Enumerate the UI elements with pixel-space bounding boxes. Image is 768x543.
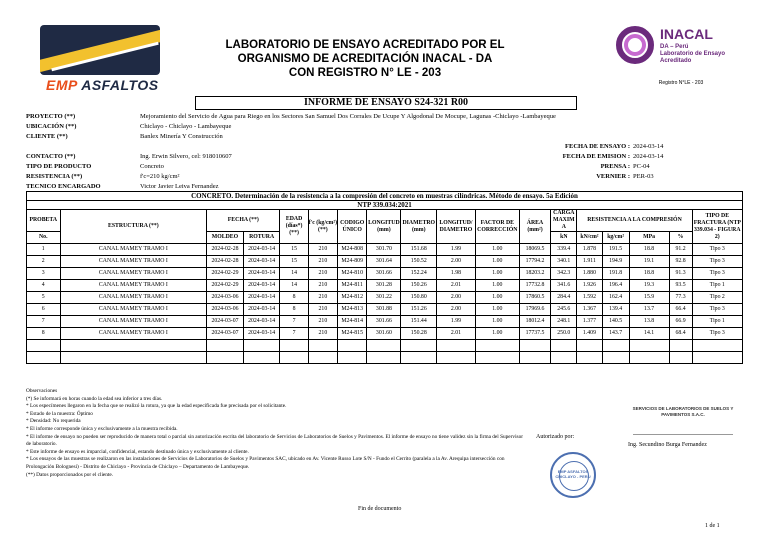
table-cell: 1.592 (577, 292, 602, 304)
table-row (27, 328, 743, 340)
table-cell: 151.44 (401, 316, 437, 328)
table-cell: 2024-03-14 (243, 268, 280, 280)
info-values: Mejoramiento del Servicio de Agua para Riego en los Sectores San Samuel Dos Corrales De Ucupe Y Algodonal De Mocupe, Lagunas -Chiclayo -Lambayeque Chiclayo - Chiclayo - Lambayeque Banlex Minería Y Construcción Ing. Erwin Silvero, cel: 918010607 Concreto f'c=210 kg/cm² Victor Javier Leiva Fernandez (140, 112, 600, 192)
table-cell: 15 (280, 244, 308, 256)
table-cell: 19.3 (629, 280, 669, 292)
table-cell: 77.3 (669, 292, 692, 304)
table-cell: 2024-03-14 (243, 316, 280, 328)
table-cell: 1.00 (475, 244, 519, 256)
table-cell: 91.2 (669, 244, 692, 256)
table-cell: 14 (280, 268, 308, 280)
table-cell: 191.8 (602, 268, 629, 280)
table-cell: 5 (27, 292, 61, 304)
table-cell: M24-810 (338, 268, 367, 280)
observation-line: Observaciones (26, 388, 58, 394)
table-cell: 301.28 (367, 280, 401, 292)
table-cell: Tipo 3 (692, 244, 742, 256)
table-cell: 1.99 (437, 316, 476, 328)
signature-line (633, 434, 733, 435)
inacal-logo: INACAL DA – Perú Laboratorio de Ensayo Acreditado Registro N°LE - 203 (616, 22, 746, 92)
end-of-document: Fin de documento (358, 506, 402, 512)
header-line-2: ORGANISMO DE ACREDITACIÓN INACAL - DA (237, 53, 493, 65)
table-cell: 15 (280, 256, 308, 268)
table-cell: 140.5 (602, 316, 629, 328)
table-cell: 245.6 (551, 304, 577, 316)
table-cell: 8 (280, 292, 308, 304)
info-right-labels: FECHA DE ENSAYO : FECHA DE EMISION : PRENSA : VERNIER : (562, 143, 630, 180)
table-cell: 2024-03-06 (207, 292, 244, 304)
table-cell: 2024-03-14 (243, 328, 280, 340)
table-cell: 1.00 (475, 256, 519, 268)
table-cell: 196.4 (602, 280, 629, 292)
table-row (27, 244, 743, 256)
info-right-values: 2024-03-14 2024-03-14 PC-04 PER-03 (633, 143, 664, 180)
observation-line: * Los especímenes llegaron en la fecha que se realizó la rotura, ya que la edad especificada fue precisada por el solicitante. (26, 403, 287, 410)
table-cell: 2.00 (437, 292, 476, 304)
table-cell: 2024-02-29 (207, 280, 244, 292)
table-cell: 150.28 (401, 328, 437, 340)
authorized-label: Autorizado por: (536, 434, 575, 440)
observation-line: (*) Se informará en horas cuando la edad sea inferior a tres días. (26, 395, 163, 402)
table-cell: 1.00 (475, 268, 519, 280)
table-cell: CANAL MAMEY TRAMO I (60, 328, 207, 340)
table-cell: 8 (27, 328, 61, 340)
table-cell: 1.926 (577, 280, 602, 292)
table-cell: 7 (280, 316, 308, 328)
table-cell: 18.8 (629, 244, 669, 256)
table-cell: 191.5 (602, 244, 629, 256)
table-cell: 2024-03-07 (207, 316, 244, 328)
table-cell: Tipo 2 (692, 292, 742, 304)
table-cell: 4 (27, 280, 61, 292)
table-cell: 151.68 (401, 244, 437, 256)
table-cell: 301.66 (367, 316, 401, 328)
table-cell: 18012.4 (519, 316, 550, 328)
table-cell: 66.4 (669, 304, 692, 316)
table-cell: 13.8 (629, 316, 669, 328)
header-line-3: CON REGISTRO N° LE - 203 (288, 67, 442, 79)
table-cell: M24-812 (338, 292, 367, 304)
table-cell: 1 (27, 244, 61, 256)
table-cell: 17860.5 (519, 292, 550, 304)
table-cell: 2024-03-14 (243, 292, 280, 304)
table-cell: 250.0 (551, 328, 577, 340)
table-cell: 13.7 (629, 304, 669, 316)
table-cell: M24-811 (338, 280, 367, 292)
table-cell: 1.98 (437, 268, 476, 280)
observation-line: * Los ensayos de las muestras se realizaron en las instalaciones de Servicios de Laboratorios de Suelos y Pavimentos SAC, ubicado en Av. Vicente Russo Lote S/N - Fundo el Cerrito (paralela a la Av. Arequipa intersección con Prolongación Bolognesi) - Distrito de Chiclayo - Provincia de Chiclayo – Departamento de Lambayeque. (26, 456, 505, 470)
table-cell: 15.9 (629, 292, 669, 304)
table-cell: 1.911 (577, 256, 602, 268)
table-cell: 210 (308, 268, 337, 280)
table-cell: 301.22 (367, 292, 401, 304)
concrete-title-2: NTP 339.034:2021 (27, 201, 743, 210)
signature-stamp: SERVICIOS DE LABORATORIOS DE SUELOS Y PAVIMENTOS S.A.C. (632, 406, 734, 417)
table-cell: 68.4 (669, 328, 692, 340)
table-cell: 8 (280, 304, 308, 316)
table-cell: 1.99 (437, 244, 476, 256)
table-cell: 162.4 (602, 292, 629, 304)
table-cell: 210 (308, 280, 337, 292)
table-cell: 2024-02-28 (207, 244, 244, 256)
table-cell: M24-808 (338, 244, 367, 256)
table-cell: Tipo 1 (692, 280, 742, 292)
table-cell: 17732.8 (519, 280, 550, 292)
table-cell: 2024-03-06 (207, 304, 244, 316)
table-cell: 18203.2 (519, 268, 550, 280)
table-cell: CANAL MAMEY TRAMO I (60, 316, 207, 328)
table-cell: 1.00 (475, 292, 519, 304)
table-cell: 1.878 (577, 244, 602, 256)
table-cell: 151.26 (401, 304, 437, 316)
observation-line: * Este informe de ensayo es imparcial, confidencial, estando destinado única y exclusivamente al cliente. (26, 448, 249, 455)
table-cell: 194.9 (602, 256, 629, 268)
table-row (27, 304, 743, 316)
table-cell: Tipo 3 (692, 268, 742, 280)
table-cell: 1.00 (475, 316, 519, 328)
observation-line: * El informe corresponde única y exclusivamente a la muestra recibida. (26, 425, 178, 432)
table-cell: M24-809 (338, 256, 367, 268)
table-cell: 18.8 (629, 268, 669, 280)
table-cell: 14.1 (629, 328, 669, 340)
table-row (27, 316, 743, 328)
table-cell: 150.26 (401, 280, 437, 292)
table-cell: 2 (27, 256, 61, 268)
table-cell: 17969.6 (519, 304, 550, 316)
lab-header (200, 38, 530, 80)
table-cell: 91.3 (669, 268, 692, 280)
table-cell: 17737.5 (519, 328, 550, 340)
table-cell: 2.00 (437, 256, 476, 268)
table-cell: 248.1 (551, 316, 577, 328)
observation-line: * Densidad: No requerida (26, 418, 81, 425)
table-cell: 1.00 (475, 304, 519, 316)
table-cell: 2024-02-28 (207, 256, 244, 268)
table-cell: 1.367 (577, 304, 602, 316)
table-cell: 2.00 (437, 304, 476, 316)
table-cell: CANAL MAMEY TRAMO I (60, 304, 207, 316)
observation-line: * Estado de la muestra: Óptimo (26, 410, 93, 417)
table-row (27, 292, 743, 304)
observation-line: (**) Datos proporcionados por el cliente. (26, 471, 114, 478)
table-cell: 210 (308, 328, 337, 340)
table-cell: 152.24 (401, 268, 437, 280)
concrete-title-1: CONCRETO. Determinación de la resistencia a la compresión del concreto en muestras cilíndricas. Método de ensayo. 5a Edición (27, 192, 743, 201)
table-cell: 341.6 (551, 280, 577, 292)
table-cell: 342.3 (551, 268, 577, 280)
table-cell: 340.1 (551, 256, 577, 268)
table-cell: 143.7 (602, 328, 629, 340)
table-cell: 2024-03-14 (243, 244, 280, 256)
table-cell: 150.52 (401, 256, 437, 268)
table-cell: 93.5 (669, 280, 692, 292)
table-cell: 139.4 (602, 304, 629, 316)
table-row (27, 268, 743, 280)
table-cell: 19.1 (629, 256, 669, 268)
results-table: CONCRETO. Determinación de la resistencia a la compresión del concreto en muestras cilíndricas. Método de ensayo. 5a Edición NTP 339.034:2021 PROBETA ESTRUCTURA (**) FECHA (**) EDAD (días*) (**) f'c (kg/cm²) (**) CODIGO ÚNICO LONGITUD (mm) DIAMETRO (mm) LONGITUD/ DIAMETRO FACTOR DE CORRECCIÓN ÁREA (mm²) CARGA MAXIM A RESISTENCIA A LA COMPRESIÓN TIPO DE FRACTURA (NTP 339.034 - FIGURA 2) No. MOLDEO ROTURA kN kN/cm² kg/cm² MPa % 1 CANAL MAMEY TRAMO I 2024-02-28 2024-03-14 15 210 M24-808 301.70 151.68 1.99 1.00 18069.5 339.4 1.878 191.5 18.8 91.2 Tipo 3 2 CANAL MAMEY TRAMO I 2024-02-28 2024-03-14 15 210 M24-809 301.64 150.52 2.00 1.00 17794.2 340.1 1.911 194.9 19.1 92.8 Tipo 3 3 CANAL MAMEY TRAMO I 2024-02-29 2024-03-14 14 210 M24-810 301.66 152.24 1.98 1.00 18203.2 342.3 1.880 191.8 18.8 91.3 Tipo 3 4 CANAL MAMEY TRAMO I 2024-02-29 2024-03-14 14 210 M24-811 301.28 150.26 2.01 1.00 17732.8 341.6 1.926 196.4 19.3 93.5 Tipo 1 5 CANAL MAMEY TRAMO I 2024-03-06 2024-03-14 8 210 M24-812 301.22 150.80 2.00 1.00 17860.5 284.4 1.592 162.4 15.9 77.3 Tipo 2 6 CANAL MAMEY TRAMO I 2024-03-06 2024-03-14 8 210 M24-813 301.88 151.26 2.00 1.00 17969.6 245.6 1.367 139.4 13.7 66.4 Tipo 3 7 CANAL MAMEY TRAMO I 2024-03-07 2024-03-14 7 210 M24-814 301.66 151.44 1.99 1.00 18012.4 248.1 1.377 140.5 13.8 66.9 Tipo 1 8 CANAL MAMEY TRAMO I 2024-03-07 2024-03-14 7 210 M24-815 301.60 150.28 2.01 1.00 17737.5 250.0 1.409 143.7 14.1 68.4 Tipo 3 (26, 191, 743, 364)
table-cell: 1.880 (577, 268, 602, 280)
table-cell: CANAL MAMEY TRAMO I (60, 256, 207, 268)
table-cell: 14 (280, 280, 308, 292)
table-cell: 301.64 (367, 256, 401, 268)
table-cell: M24-813 (338, 304, 367, 316)
table-cell: 210 (308, 304, 337, 316)
table-cell: 2024-03-14 (243, 280, 280, 292)
table-cell: 2024-02-29 (207, 268, 244, 280)
table-cell: CANAL MAMEY TRAMO I (60, 292, 207, 304)
table-cell: M24-815 (338, 328, 367, 340)
table-cell: 2.01 (437, 328, 476, 340)
table-cell: 17794.2 (519, 256, 550, 268)
table-cell: 210 (308, 256, 337, 268)
table-cell: 1.409 (577, 328, 602, 340)
report-title: INFORME DE ENSAYO S24-321 R00 (195, 96, 577, 110)
table-cell: 284.4 (551, 292, 577, 304)
table-cell: CANAL MAMEY TRAMO I (60, 244, 207, 256)
table-row (27, 280, 743, 292)
observation-line: * El informe de ensayo no pueden ser reproducido de manera total o parcial sin autorización escrita del laboratorio de Servicios de Laboratorios de Suelos y Pavimentos. El informe de ensayo no tiene validez sin la firma del Supervisor de laboratorio. (26, 433, 524, 448)
table-cell: 150.80 (401, 292, 437, 304)
table-cell: Tipo 3 (692, 304, 742, 316)
table-cell: 2024-03-14 (243, 304, 280, 316)
table-row (27, 256, 743, 268)
table-cell: Tipo 3 (692, 328, 742, 340)
table-cell: 301.66 (367, 268, 401, 280)
signer-name: Ing. Secundino Burga Fernandez (628, 442, 707, 448)
table-cell: Tipo 1 (692, 316, 742, 328)
table-cell: Tipo 3 (692, 256, 742, 268)
proyecto-value: Mejoramiento del Servicio de Agua para Riego en los Sectores San Samuel Dos Corrales De Ucupe Y Algodonal De Mocupe, Lagunas -Chiclayo -Lambayeque (140, 113, 556, 120)
table-cell: 210 (308, 292, 337, 304)
table-cell: 92.8 (669, 256, 692, 268)
table-cell: 1.00 (475, 280, 519, 292)
table-cell: 301.60 (367, 328, 401, 340)
info-labels: PROYECTO (**) UBICACIÓN (**) CLIENTE (**) CONTACTO (**) TIPO DE PRODUCTO RESISTENCIA (**) TECNICO ENCARGADO (26, 113, 101, 190)
table-cell: 301.88 (367, 304, 401, 316)
table-cell: 18069.5 (519, 244, 550, 256)
page-number: 1 de 1 (705, 523, 720, 529)
table-cell: 301.70 (367, 244, 401, 256)
table-cell: M24-814 (338, 316, 367, 328)
table-cell: 7 (280, 328, 308, 340)
table-cell: 6 (27, 304, 61, 316)
table-cell: 3 (27, 268, 61, 280)
table-cell: CANAL MAMEY TRAMO I (60, 268, 207, 280)
table-cell: 7 (27, 316, 61, 328)
table-cell: 1.377 (577, 316, 602, 328)
company-seal: EMP ASFALTOS CHICLAYO - PERU (550, 452, 596, 498)
company-logo: EMP ASFALTOS (40, 25, 160, 97)
table-cell: 66.9 (669, 316, 692, 328)
table-cell: 210 (308, 316, 337, 328)
table-cell: 1.00 (475, 328, 519, 340)
table-cell: 2.01 (437, 280, 476, 292)
table-cell: 339.4 (551, 244, 577, 256)
table-cell: 2024-03-07 (207, 328, 244, 340)
header-line-1: LABORATORIO DE ENSAYO ACREDITADO POR EL (225, 39, 505, 51)
table-cell: CANAL MAMEY TRAMO I (60, 280, 207, 292)
table-cell: 2024-03-14 (243, 256, 280, 268)
observations (26, 388, 526, 479)
table-cell: 210 (308, 244, 337, 256)
